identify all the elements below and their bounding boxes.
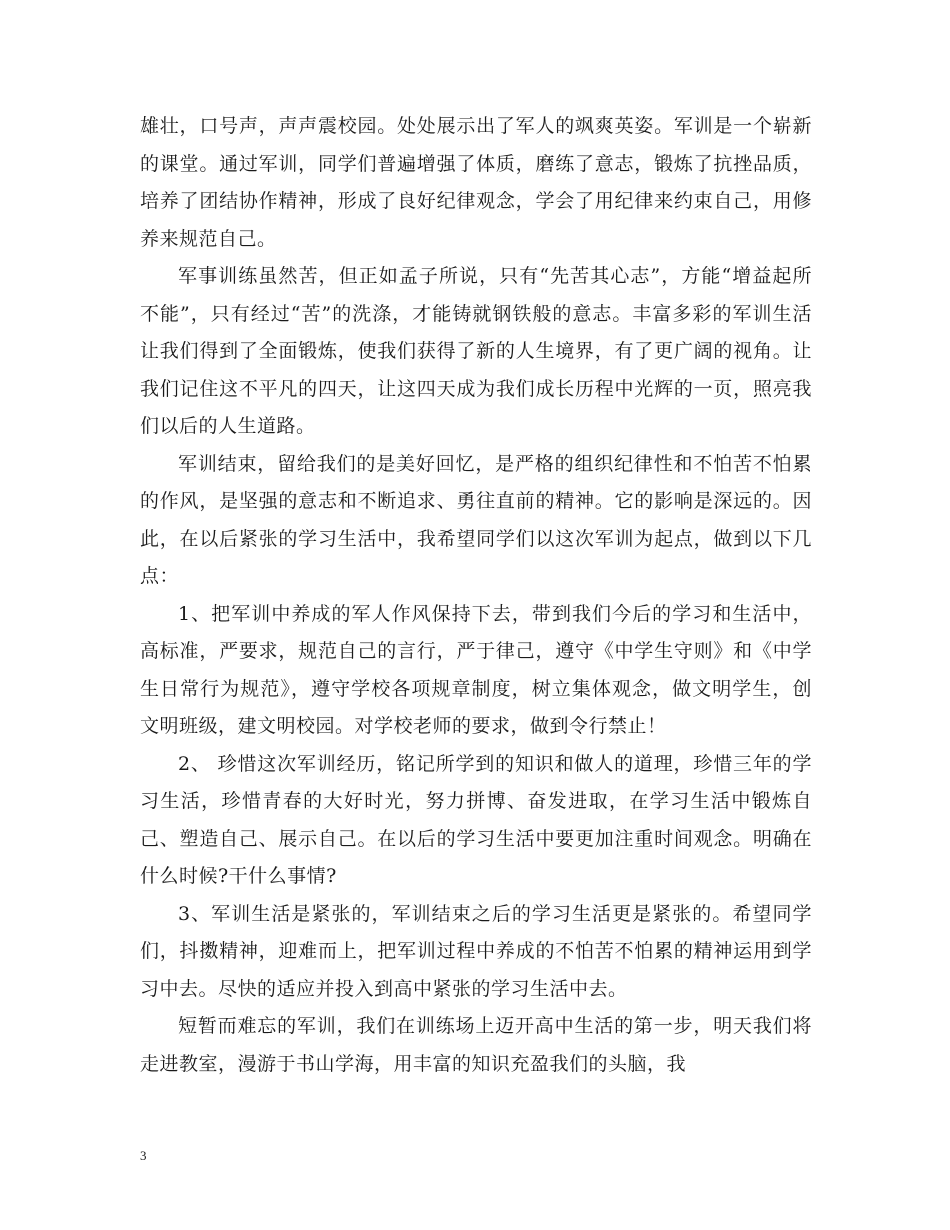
paragraph-3: 军训结束，留给我们的是美好回忆，是严格的组织纪律性和不怕苦不怕累的作风，是坚强的意志和不断追求、勇往直前的精神。它的影响是深远的。因此，在以后紧张的学习生活中，我希望同学们以这次军训为起点，做到以下几点： [140,452,812,587]
page-number: 3 [140,1148,147,1163]
paragraph-7: 短暂而难忘的军训，我们在训练场上迈开高中生活的第一步，明天我们将走进教室，漫游于书山学海，用丰富的知识充盈我们的头脑，我 [140,1015,812,1075]
paragraph-6: 3、军训生活是紧张的，军训结束之后的学习生活更是紧张的。希望同学们，抖擞精神，迎难而上，把军训过程中养成的不怕苦不怕累的精神运用到学习中去。尽快的适应并投入到高中紧张的学习生活中去。 [140,902,812,1000]
paragraph-1: 雄壮，口号声，声声震校园。处处展示出了军人的飒爽英姿。军训是一个崭新的课堂。通过军训，同学们普遍增强了体质，磨练了意志，锻炼了抗挫品质，培养了团结协作精神，形成了良好纪律观念，学会了用纪律来约束自己，用修养来规范自己。 [140,115,812,250]
document-body [140,108,812,1083]
paragraph-2: 军事训练虽然苦，但正如孟子所说，只有“先苦其心志”，方能“增益起所不能”，只有经过“苦”的洗涤，才能铸就钢铁般的意志。丰富多彩的军训生活让我们得到了全面锻炼，使我们获得了新的人生境界，有了更广阔的视角。让我们记住这不平凡的四天，让这四天成为我们成长历程中光辉的一页，照亮我们以后的人生道路。 [140,265,812,437]
paragraph-4: 1、把军训中养成的军人作风保持下去，带到我们今后的学习和生活中，高标准，严要求，规范自己的言行，严于律己，遵守《中学生守则》和《中学生日常行为规范》，遵守学校各项规章制度，树立集体观念，做文明学生，创文明班级，建文明校园。对学校老师的要求，做到令行禁止！ [140,602,812,737]
paragraph-5: 2、 珍惜这次军训经历，铭记所学到的知识和做人的道理，珍惜三年的学习生活，珍惜青春的大好时光，努力拼博、奋发进取，在学习生活中锻炼自己、塑造自己、展示自己。在以后的学习生活中要更加注重时间观念。明确在什么时候?干什么事情? [140,752,812,887]
